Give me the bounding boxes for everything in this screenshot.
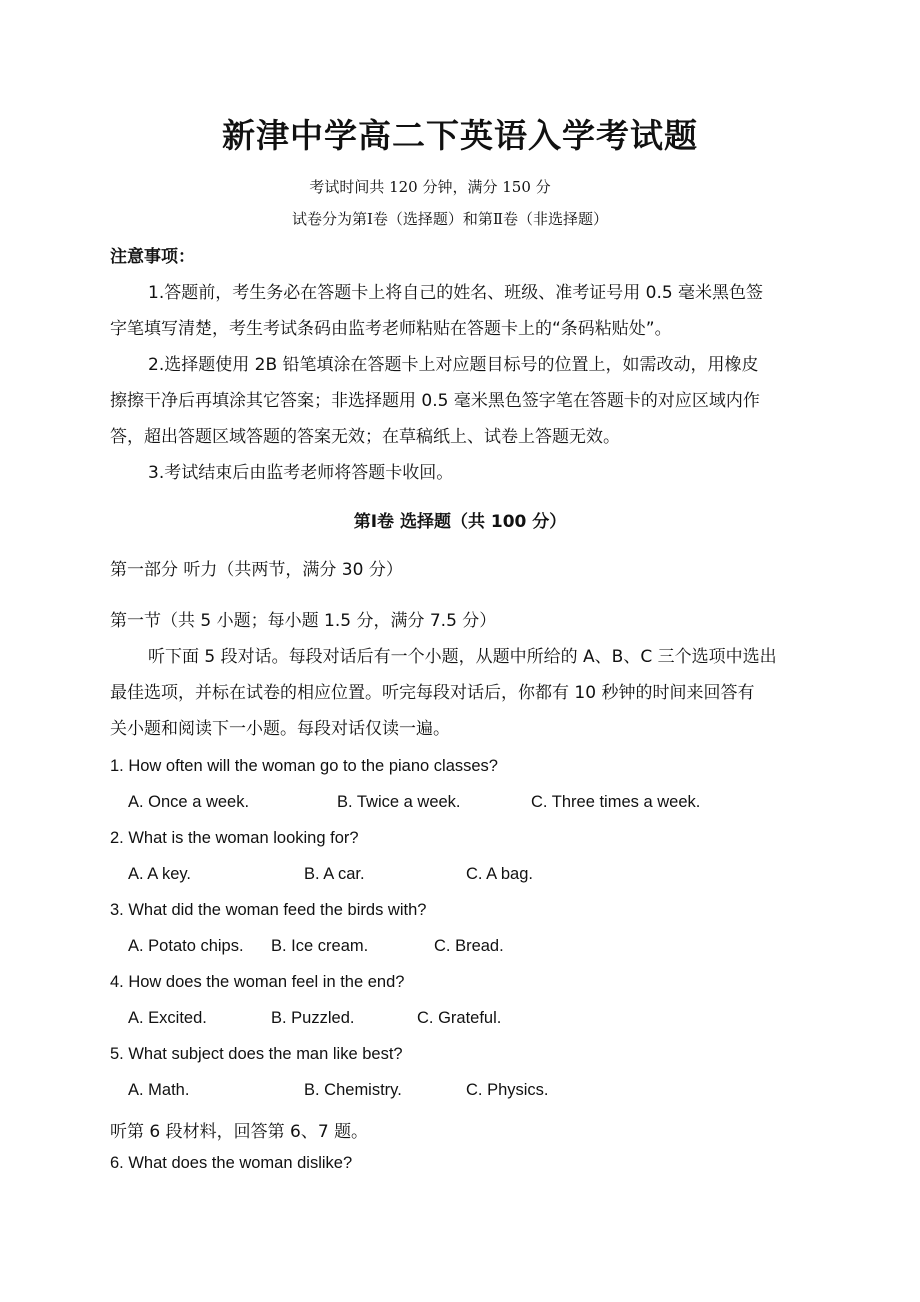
question-3-option-a: A. Potato chips.: [128, 937, 244, 955]
question-1-option-a: A. Once a week.: [128, 793, 250, 811]
question-3-option-c: C. Bread.: [434, 937, 504, 955]
instructions-line-2: 最佳选项，并标在试卷的相应位置。听完每段对话后，你都有 10 秒钟的时间来回答有: [110, 683, 755, 703]
question-2: 2. What is the woman looking for?: [110, 829, 359, 847]
question-4-option-b: B. Puzzled.: [271, 1009, 355, 1027]
question-5-option-b: B. Chemistry.: [304, 1081, 402, 1099]
volume-1-heading: 第Ⅰ卷 选择题（共 100 分）: [353, 512, 567, 532]
notice-2-line-3: 答，超出答题区域答题的答案无效；在草稿纸上、试卷上答题无效。: [110, 427, 620, 447]
question-4: 4. How does the woman feel in the end?: [110, 973, 405, 991]
question-3-option-b: B. Ice cream.: [271, 937, 369, 955]
question-2-option-b: B. A car.: [304, 865, 365, 883]
notice-2-line-2: 擦擦干净后再填涂其它答案；非选择题用 0.5 毫米黑色签字笔在答题卡的对应区域内作: [110, 391, 760, 411]
question-4-option-a: A. Excited.: [128, 1009, 207, 1027]
listen-6-instruction: 听第 6 段材料，回答第 6、7 题。: [110, 1122, 369, 1142]
volume-info: 试卷分为第Ⅰ卷（选择题）和第Ⅱ卷（非选择题）: [291, 210, 609, 228]
notice-heading: 注意事项：: [110, 247, 195, 267]
instructions-line-3: 关小题和阅读下一小题。每段对话仅读一遍。: [110, 719, 450, 739]
notice-2-line-1: 2.选择题使用 2B 铅笔填涂在答题卡上对应题目标号的位置上，如需改动，用橡皮: [148, 355, 759, 375]
question-3: 3. What did the woman feed the birds with?: [110, 901, 427, 919]
question-1-option-b: B. Twice a week.: [337, 793, 461, 811]
notice-1-line-2: 字笔填写清楚，考生考试条码由监考老师粘贴在答题卡上的“条码粘贴处”。: [110, 319, 672, 339]
exam-time-info: 考试时间共 120 分钟，满分 150 分: [309, 178, 551, 196]
question-6: 6. What does the woman dislike?: [110, 1154, 353, 1172]
question-1: 1. How often will the woman go to the piano classes?: [110, 757, 498, 775]
question-2-option-a: A. A key.: [128, 865, 191, 883]
page-title: 新津中学高二下英语入学考试题: [222, 116, 698, 155]
notice-1-line-1: 1.答题前，考生务必在答题卡上将自己的姓名、班级、准考证号用 0.5 毫米黑色签: [148, 283, 764, 303]
notice-3: 3.考试结束后由监考老师将答题卡收回。: [148, 463, 454, 483]
question-5-option-a: A. Math.: [128, 1081, 190, 1099]
question-1-option-c: C. Three times a week.: [531, 793, 701, 811]
question-4-option-c: C. Grateful.: [417, 1009, 502, 1027]
question-5: 5. What subject does the man like best?: [110, 1045, 403, 1063]
question-2-option-c: C. A bag.: [466, 865, 533, 883]
question-5-option-c: C. Physics.: [466, 1081, 549, 1099]
part-1-heading: 第一部分 听力（共两节，满分 30 分）: [110, 560, 403, 580]
section-1-heading: 第一节（共 5 小题；每小题 1.5 分，满分 7.5 分）: [110, 611, 497, 631]
instructions-line-1: 听下面 5 段对话。每段对话后有一个小题，从题中所给的 A、B、C 三个选项中选出: [148, 647, 777, 667]
